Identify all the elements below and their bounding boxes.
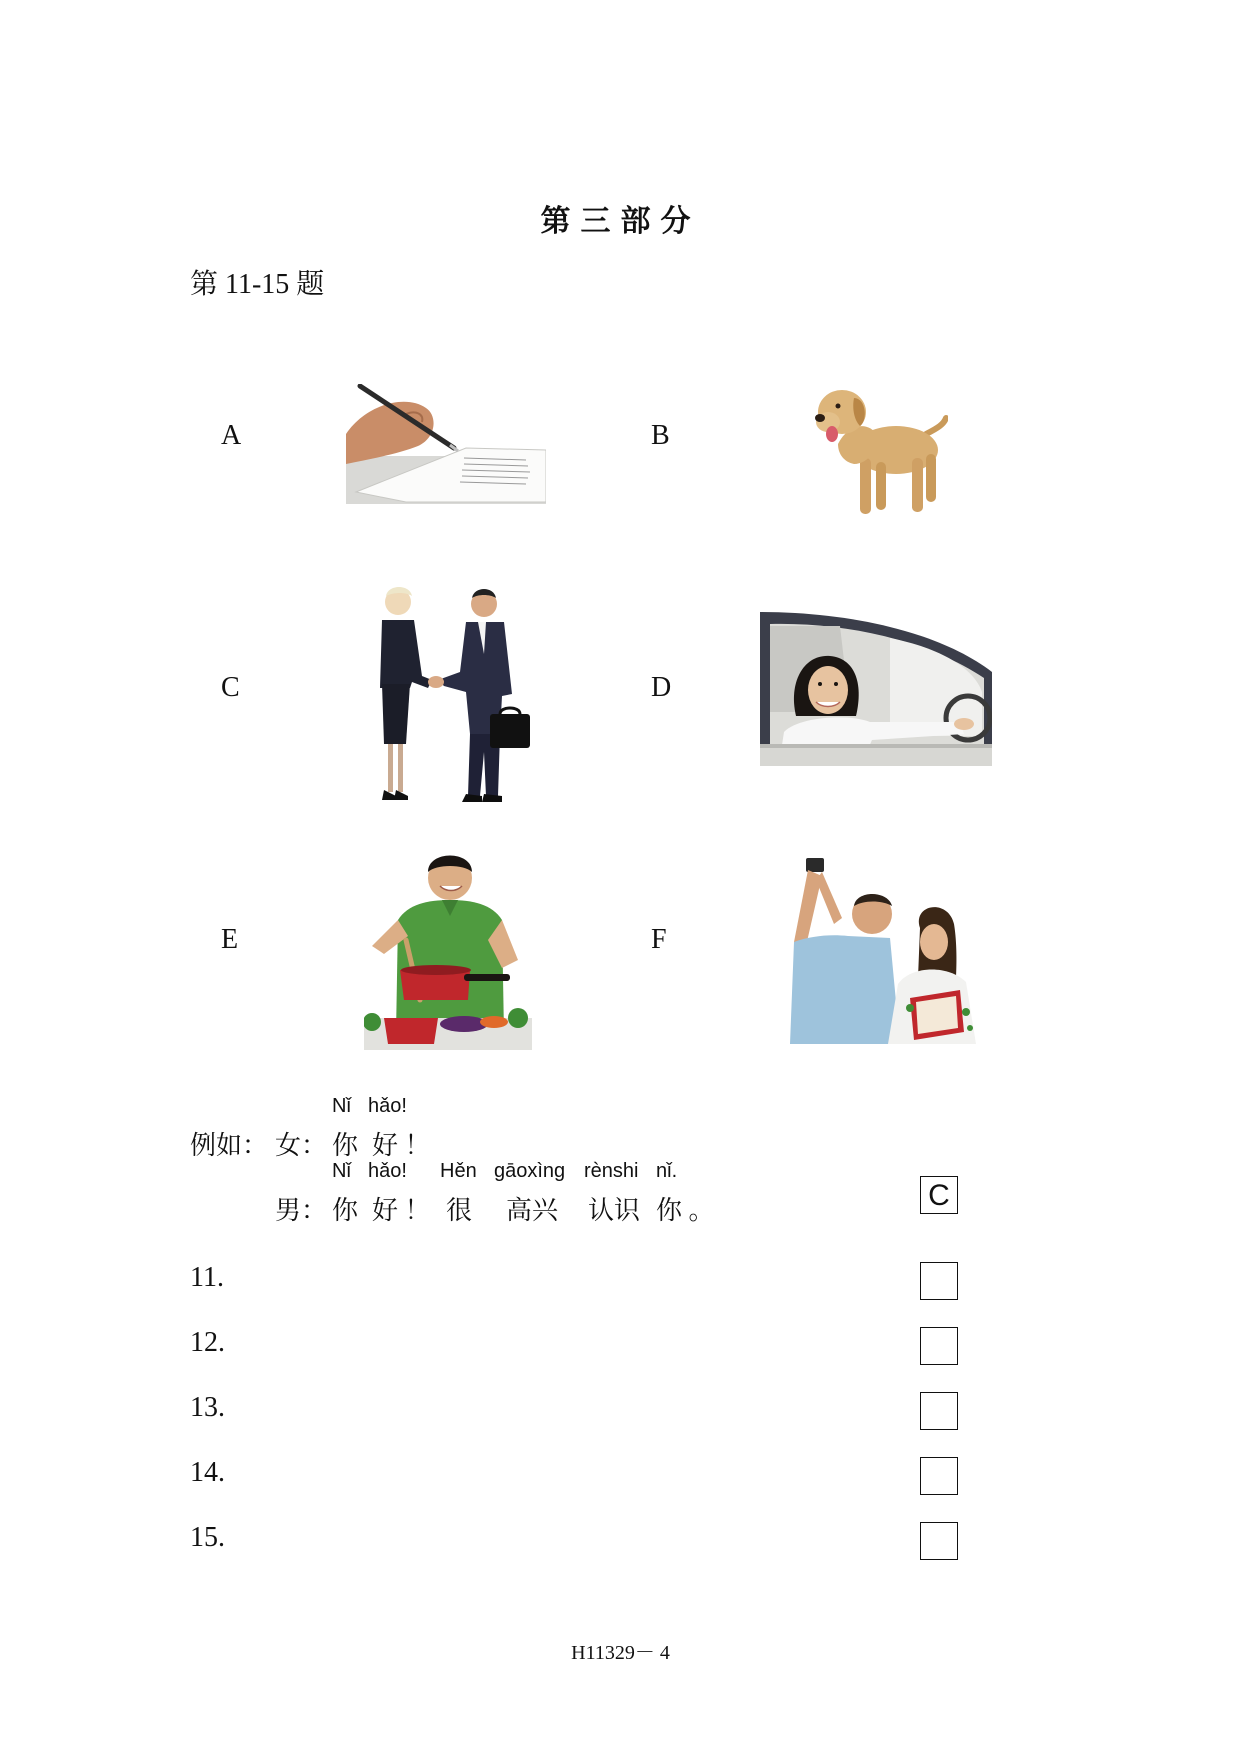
pinyin-gaoxing: gāoxìng (494, 1160, 566, 1182)
hanzi-renshi: 认识 (588, 1196, 641, 1225)
page-footer: H11329－ 4 (571, 1642, 670, 1664)
option-letter-d: D (651, 672, 672, 703)
picture-e-man-cooking (364, 850, 532, 1050)
example-label: 例如： (190, 1131, 269, 1160)
picture-a-hand-signing (346, 384, 546, 504)
option-letter-e: E (221, 924, 239, 955)
answer-box-13[interactable] (920, 1392, 958, 1430)
hanzi-ni-end: 你 。 (656, 1196, 715, 1225)
hanzi-ni: 你 (332, 1196, 359, 1225)
hanzi-hao: 好 ！ (372, 1131, 431, 1160)
question-number-11: 11. (190, 1262, 224, 1293)
hanzi-gaoxing: 高兴 (506, 1196, 559, 1225)
pinyin-hao: hǎo! (368, 1095, 407, 1117)
option-letter-b: B (651, 420, 670, 451)
pinyin-hao: hǎo! (368, 1160, 407, 1182)
answer-box-11[interactable] (920, 1262, 958, 1300)
pinyin-hen: Hěn (440, 1160, 477, 1182)
option-letter-f: F (651, 924, 667, 955)
option-letter-a: A (221, 420, 242, 451)
answer-box-12[interactable] (920, 1327, 958, 1365)
picture-d-woman-driving (760, 612, 992, 766)
question-number-12: 12. (190, 1327, 225, 1358)
picture-c-handshake (366, 584, 536, 808)
question-number-13: 13. (190, 1392, 225, 1423)
pinyin-ni-end: nǐ. (656, 1160, 678, 1182)
example-answer-box: C (920, 1176, 958, 1214)
answer-box-15[interactable] (920, 1522, 958, 1560)
part-title: 第三部分 (540, 205, 701, 238)
woman-speaker: 女： (275, 1131, 328, 1160)
answer-box-14[interactable] (920, 1457, 958, 1495)
man-speaker: 男： (275, 1196, 328, 1225)
pinyin-ni: Nǐ (332, 1095, 351, 1117)
question-number-14: 14. (190, 1457, 225, 1488)
picture-f-couple-photo (770, 858, 986, 1044)
hanzi-hen: 很 (446, 1196, 473, 1225)
question-range: 第 11-15 题 (190, 269, 325, 300)
picture-b-dog (808, 384, 948, 522)
hanzi-hao: 好 ！ (372, 1196, 431, 1225)
question-number-15: 15. (190, 1522, 225, 1553)
pinyin-renshi: rènshi (584, 1160, 639, 1182)
hanzi-ni: 你 (332, 1131, 359, 1160)
option-letter-c: C (221, 672, 240, 703)
pinyin-ni: Nǐ (332, 1160, 351, 1182)
